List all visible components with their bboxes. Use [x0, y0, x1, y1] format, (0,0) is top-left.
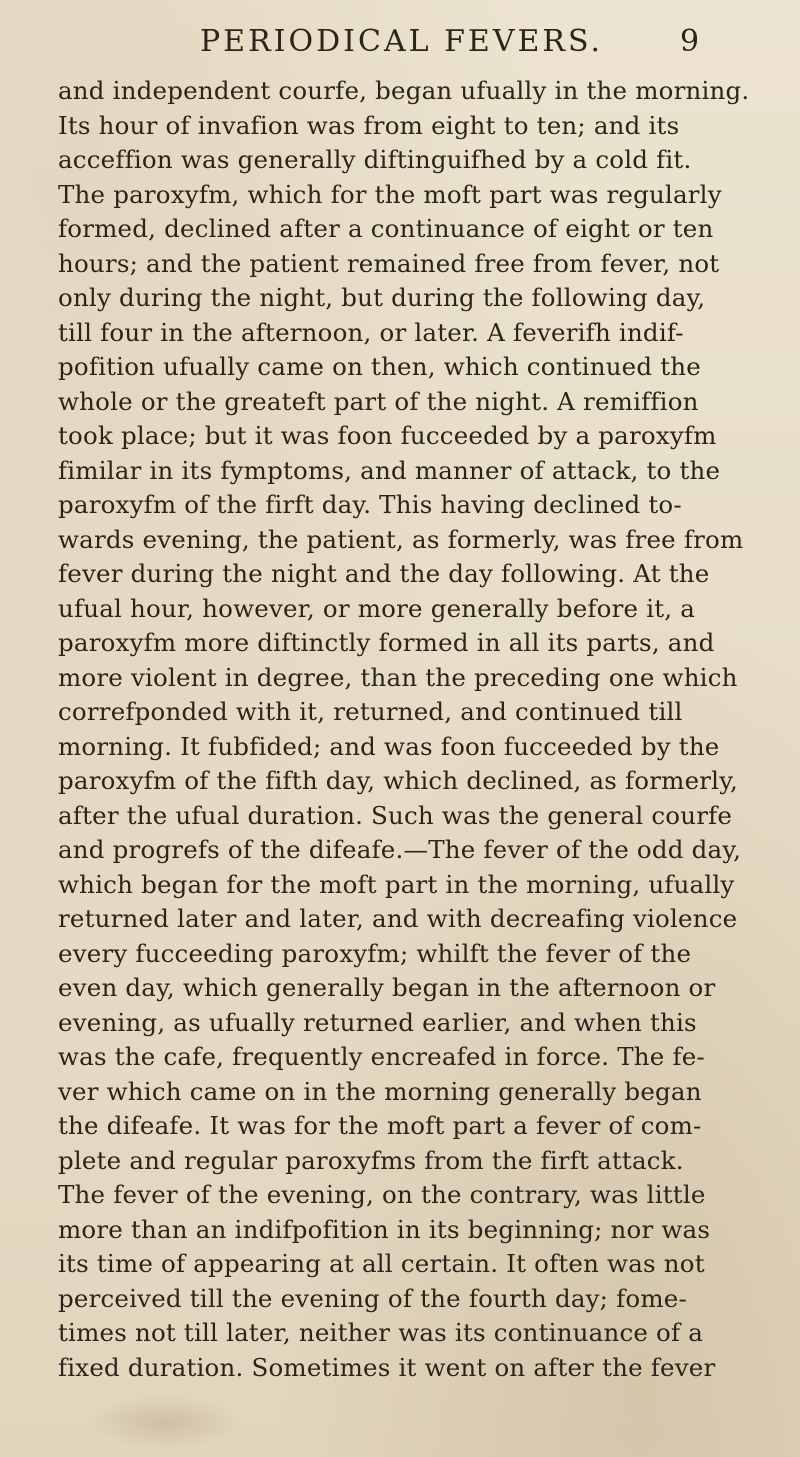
text-line: times not till later, neither was its continuance of a: [58, 1318, 704, 1347]
text-line: The fever of the evening, on the contrary, was little: [58, 1180, 706, 1209]
page-number: 9: [680, 24, 700, 59]
text-line: ver which came on in the morning generally began: [58, 1076, 702, 1106]
text-line: was the cafe, frequently encreafed in force. The fe-: [58, 1042, 705, 1071]
running-head: [0, 24, 800, 64]
text-line: took place; but it was foon fucceeded by a paroxyfm: [58, 421, 717, 450]
text-line: even day, which generally began in the afternoon or: [58, 973, 716, 1002]
text-line: formed, declined after a continuance of eight or ten: [58, 214, 714, 243]
text-line: Its hour of invafion was from eight to ten; and its: [58, 110, 680, 140]
body-text: [58, 74, 758, 1385]
text-line: after the ufual duration. Such was the general courfe: [58, 800, 733, 830]
text-line: more than an indifpofition in its beginning; nor was: [58, 1214, 711, 1244]
paper-stain: [90, 1395, 240, 1450]
text-line: only during the night, but during the following day,: [58, 283, 706, 312]
running-title: PERIODICAL FEVERS.: [200, 24, 603, 59]
text-line: returned later and later, and with decreafing violence: [58, 904, 738, 933]
text-line: and independent courfe, began ufually in the morning.: [58, 76, 750, 105]
text-line: paroxyfm of the fifth day, which declined, as formerly,: [58, 766, 738, 795]
text-line: wards evening, the patient, as formerly, was free from: [58, 524, 744, 554]
text-line: evening, as ufually returned earlier, and when this: [58, 1007, 697, 1037]
text-line: fixed duration. Sometimes it went on after the fever: [58, 1352, 716, 1382]
text-line: every fucceeding paroxyfm; whilft the fever of the: [58, 938, 692, 968]
text-line: fever during the night and the day following. At the: [58, 559, 710, 588]
text-line: the difeafe. It was for the moft part a fever of com-: [58, 1111, 702, 1140]
text-line: plete and regular paroxyfms from the firft attack.: [58, 1145, 684, 1175]
text-line: pofition ufually came on then, which continued the: [58, 352, 701, 381]
text-line: fimilar in its fymptoms, and manner of attack, to the: [58, 455, 721, 485]
text-line: morning. It fubfided; and was foon fucceeded by the: [58, 731, 720, 761]
text-line: hours; and the patient remained free from fever, not: [58, 248, 720, 278]
text-line: The paroxyfm, which for the moft part was regularly: [58, 179, 722, 209]
text-line: acceffion was generally diftinguifhed by a cold fit.: [58, 145, 692, 174]
text-line: and progrefs of the difeafe.—The fever of the odd day,: [58, 835, 742, 864]
text-line: whole or the greateft part of the night. A remiffion: [58, 386, 699, 416]
text-line: till four in the afternoon, or later. A feverifh indif-: [58, 317, 684, 347]
text-line: paroxyfm more diftinctly formed in all its parts, and: [58, 628, 715, 657]
text-line: its time of appearing at all certain. It often was not: [58, 1249, 705, 1278]
text-line: paroxyfm of the firft day. This having declined to-: [58, 490, 682, 519]
text-line: ufual hour, however, or more generally before it, a: [58, 593, 696, 623]
text-line: correfponded with it, returned, and continued till: [58, 697, 683, 726]
text-line: perceived till the evening of the fourth day; fome-: [58, 1283, 687, 1313]
text-line: more violent in degree, than the preceding one which: [58, 662, 738, 692]
text-line: which began for the moft part in the morning, ufually: [58, 869, 735, 899]
